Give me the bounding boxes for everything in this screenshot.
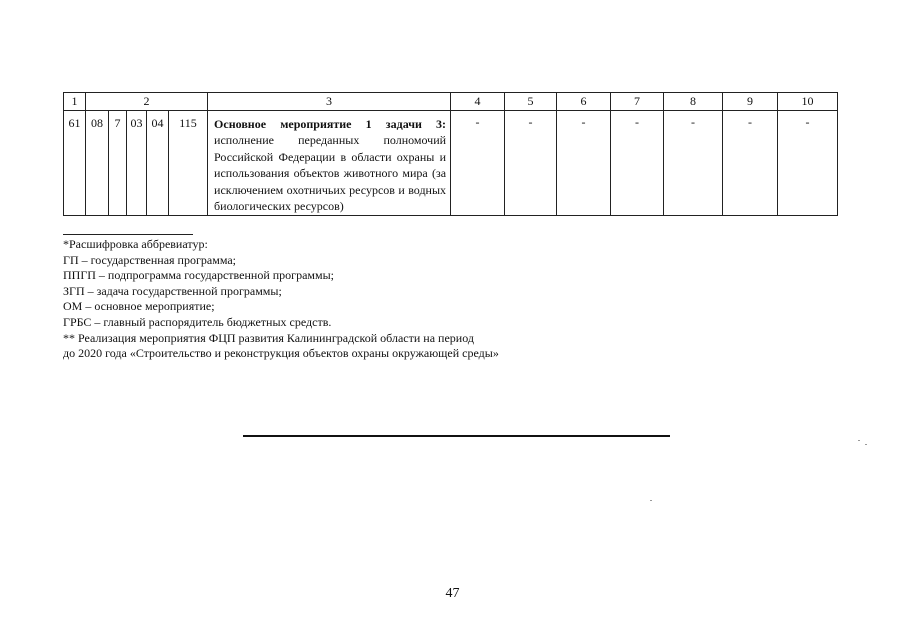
header-cell: 9	[723, 93, 778, 111]
code-cell: 08	[86, 111, 109, 216]
header-cell: 2	[86, 93, 208, 111]
scan-speck	[650, 500, 652, 501]
header-cell: 1	[64, 93, 86, 111]
value-cell: -	[611, 111, 664, 216]
table-row	[64, 111, 838, 216]
code-cell: 7	[109, 111, 127, 216]
header-cell: 8	[664, 93, 723, 111]
value-cell: -	[664, 111, 723, 216]
scan-speck	[865, 444, 867, 445]
code-cell: 61	[64, 111, 86, 216]
section-divider	[243, 435, 670, 437]
footnote-line: ГП – государственная программа;	[63, 252, 236, 267]
header-cell: 4	[451, 93, 505, 111]
footnote-line: ** Реализация мероприятия ФЦП развития Калининградской области на период	[63, 330, 474, 345]
table-header-row	[64, 93, 838, 111]
scan-speck	[858, 440, 860, 441]
footnote-line: ЗГП – задача государственной программы;	[63, 283, 282, 298]
header-cell: 5	[505, 93, 557, 111]
budget-table	[63, 92, 838, 216]
page-number: 47	[445, 586, 460, 601]
footnote-line: *Расшифровка аббревиатур:	[63, 237, 208, 251]
footnote-line: до 2020 года «Строительство и реконструкция объектов охраны окружающей среды»	[63, 346, 499, 361]
code-cell: 04	[147, 111, 169, 216]
header-cell: 3	[208, 93, 451, 111]
description-cell	[208, 111, 451, 216]
description-bold: Основное мероприятие 1 задачи 3:	[214, 117, 447, 131]
footnote-line: ОМ – основное мероприятие;	[63, 299, 215, 314]
value-cell: -	[505, 111, 557, 216]
code-cell: 115	[169, 111, 208, 216]
footnote-line: ППГП – подпрограмма государственной программы;	[63, 268, 334, 283]
description-text: исполнение переданных полномочий Российской Федерации в области охраны и использования объектов животного мира (за исключением охотничьих ресурсов и водных биологических ресурсов)	[214, 133, 447, 214]
value-cell: -	[451, 111, 505, 216]
header-cell: 10	[778, 93, 838, 111]
footnote-line: ГРБС – главный распорядитель бюджетных средств.	[63, 314, 332, 329]
header-cell: 6	[557, 93, 611, 111]
value-cell: -	[557, 111, 611, 216]
value-cell: -	[778, 111, 838, 216]
footnotes	[63, 237, 623, 362]
header-cell: 7	[611, 93, 664, 111]
value-cell: -	[723, 111, 778, 216]
code-cell: 03	[127, 111, 147, 216]
footnote-separator	[63, 234, 193, 235]
